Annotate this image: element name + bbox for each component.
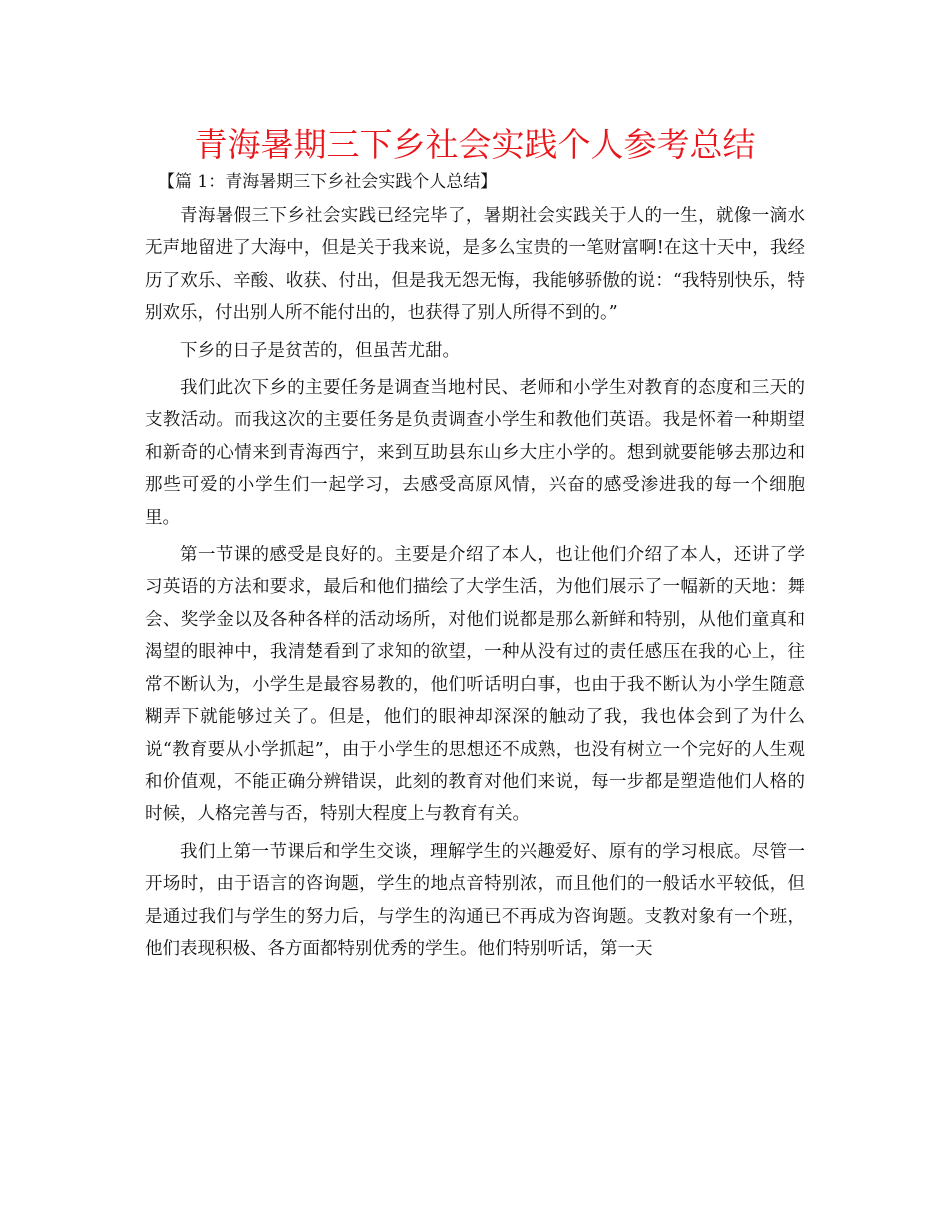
document-body (145, 200, 805, 965)
paragraph: 第一节课的感受是良好的。主要是介绍了本人，也让他们介绍了本人，还讲了学习英语的方法和要求，最后和他们描绘了大学生活，为他们展示了一幅新的天地：舞会、奖学金以及各种各样的活动场所，对他们说都是那么新鲜和特别，从他们童真和渴望的眼神中，我清楚看到了求知的欲望，一种从没有过的责任感压在我的心上，往常不断认为，小学生是最容易教的，他们听话明白事，也由于我不断认为小学生随意糊弄下就能够过关了。但是，他们的眼神却深深的触动了我，我也体会到了为什么说“教育要从小学抓起”，由于小学生的思想还不成熟，也没有树立一个完好的人生观和价值观，不能正确分辨错误，此刻的教育对他们来说，每一步都是塑造他们人格的时候，人格完善与否，特别大程度上与教育有关。 (145, 545, 805, 825)
document-title: 青海暑期三下乡社会实践个人参考总结 (194, 125, 756, 164)
paragraph: 青海暑假三下乡社会实践已经完毕了，暑期社会实践关于人的一生，就像一滴水无声地留进了大海中，但是关于我来说，是多么宝贵的一笔财富啊!在这十天中，我经历了欢乐、辛酸、收获、付出，但是我无怨无悔，我能够骄傲的说：“我特别快乐，特别欢乐，付出别人所不能付出的，也获得了别人所得不到的。” (145, 206, 805, 324)
paragraph: 我们此次下乡的主要任务是调查当地村民、老师和小学生对教育的态度和三天的支教活动。而我这次的主要任务是负责调查小学生和教他们英语。我是怀着一种期望和新奇的心情来到青海西宁，来到互助县东山乡大庄小学的。想到就要能够去那边和那些可爱的小学生们一起学习，去感受高原风情，兴奋的感受渗进我的每一个细胞里。 (145, 378, 805, 528)
section-heading: 【篇 1：青海暑期三下乡社会实践个人总结】 (158, 172, 498, 192)
paragraph: 下乡的日子是贫苦的，但虽苦尤甜。 (180, 340, 460, 361)
paragraph: 我们上第一节课后和学生交谈，理解学生的兴趣爱好、原有的学习根底。尽管一开场时，由于语言的咨询题，学生的地点音特别浓，而且他们的一般话水平较低，但是通过我们与学生的努力后，与学生的沟通已不再成为咨询题。支教对象有一个班，他们表现积极、各方面都特别优秀的学生。他们特别听话，第一天 (145, 841, 805, 959)
